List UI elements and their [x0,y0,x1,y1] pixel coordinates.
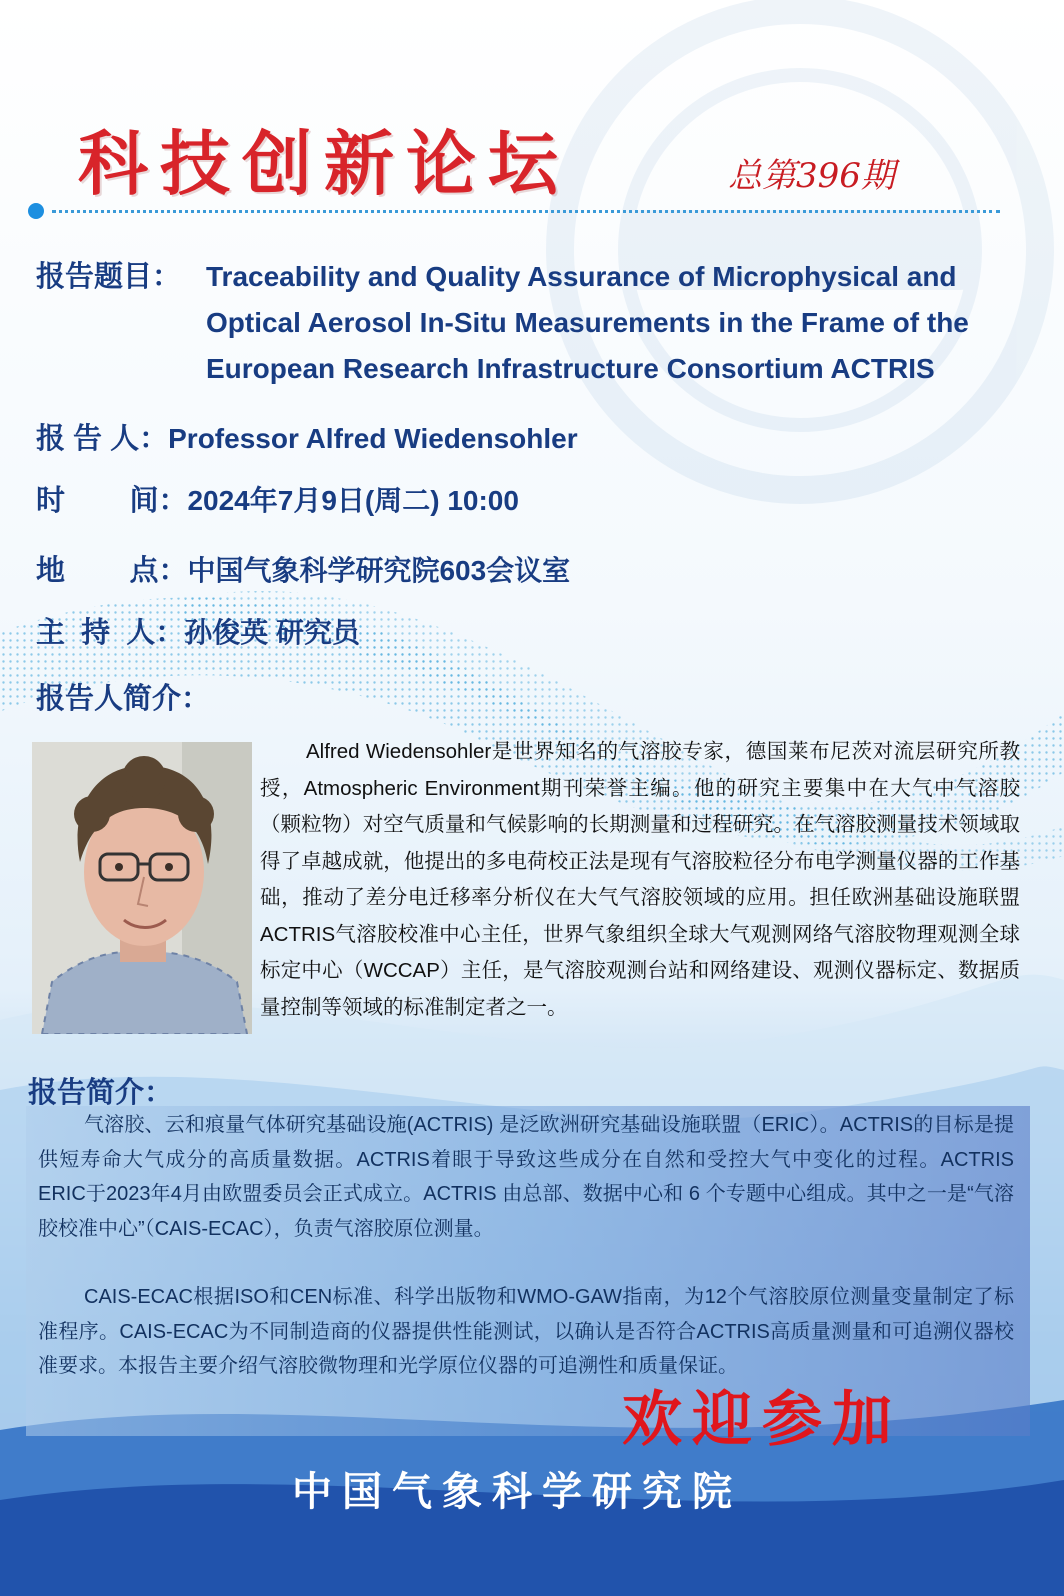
abstract-paragraph-1: 气溶胶、云和痕量气体研究基础设施(ACTRIS) 是泛欧洲研究基础设施联盟（ERIC）。ACTRIS的目标是提供短寿命大气成分的高质量数据。ACTRIS着眼于导致这些成分在自然和受控大气中变化的过程。ACTRIS ERIC于2023年4月由欧盟委员会正式成立。ACTRIS 由总部、数据中心和 6 个专题中心组成。其中之一是“气溶胶校准中心”（CAIS-ECAC），负责气溶胶原位测量。 [38,1114,1014,1240]
issue-number: 总第396期 [728,156,895,196]
host-row [36,610,360,651]
topic-label: 报告题目： [36,261,182,293]
divider-dot [28,203,44,219]
abstract-heading: 报告简介： [28,1077,174,1109]
host-label: 主 持 人： [36,617,185,649]
welcome-banner: 欢迎参加 [622,1385,902,1455]
bio-text: Alfred Wiedensohler是世界知名的气溶胶专家，德国莱布尼茨对流层研究所教授，Atmospheric Environment期刊荣誉主编。他的研究主要集中在大气中气溶胶（颗粒物）对空气质量和气候影响的长期测量和过程研究。在气溶胶测量技术领域取得了卓越成就，他提出的多电荷校正法是现有气溶胶粒径分布电学测量仪器的工作基础，推动了差分电迁移率分析仪在大气气溶胶领域的应用。担任欧洲基础设施联盟ACTRIS气溶胶校准中心主任，世界气象组织全球大气观测网络气溶胶物理观测全球标定中心（WCCAP）主任，是气溶胶观测台站和网络建设、观测仪器标定、数据质量控制等领域的标准制定者之一。 [260,740,1020,1019]
watermark-logo [560,10,1040,490]
speaker-photo [32,742,252,1034]
bio-heading-row [36,676,210,717]
abstract-paragraph-2: CAIS-ECAC根据ISO和CEN标准、科学出版物和WMO-GAW指南，为12个气溶胶原位测量变量制定了标准程序。CAIS-ECAC为不同制造商的仪器提供性能测试，以确认是否符合ACTRIS高质量测量和可追溯仪器校准要求。本报告主要介绍气溶胶微物理和光学原位仪器的可追溯性和质量保证。 [38,1286,1014,1377]
speaker-row [36,416,578,457]
time-value: 2024年7月9日(周二) 10:00 [187,485,519,516]
time-row [36,478,519,519]
speaker-value: Professor Alfred Wiedensohler [168,423,578,454]
forum-title: 科技创新论坛 [78,122,570,205]
topic-row [36,254,181,295]
time-label: 时 间： [36,485,188,517]
place-label: 地 点： [36,555,188,587]
bio-heading: 报告人简介： [36,683,211,715]
institute-name: 中国气象科学研究院 [292,1468,742,1515]
dotted-divider [52,210,1000,213]
speaker-label: 报 告 人： [36,423,169,455]
place-value: 中国气象科学研究院603会议室 [187,555,571,586]
host-value: 孙俊英 研究员 [184,617,361,648]
place-row [36,548,570,589]
topic-value: Traceability and Quality Assurance of Microphysical and Optical Aerosol In-Situ Measurements in the Frame of the European Research Infrastructure Consortium ACTRIS [206,261,969,384]
